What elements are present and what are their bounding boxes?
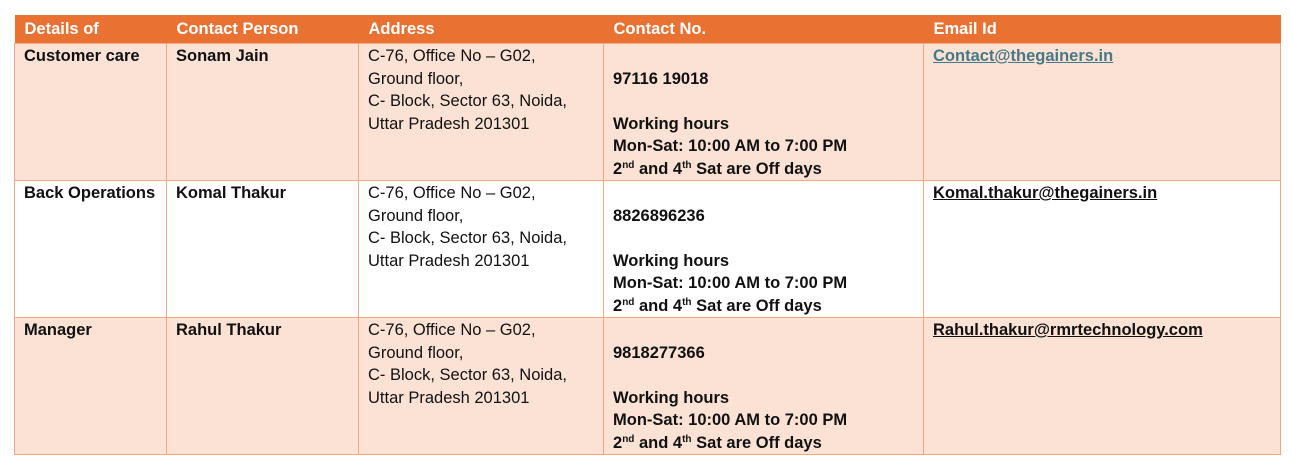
details-cell: Manager — [15, 318, 167, 455]
details-cell: Back Operations — [15, 181, 167, 318]
address-line: C-76, Office No – G02, — [368, 321, 536, 339]
working-hours-title: Working hours — [613, 251, 730, 270]
address-line: Uttar Pradesh 201301 — [368, 388, 530, 407]
table-row — [15, 318, 1281, 455]
header-contact-no: Contact No. — [604, 15, 924, 44]
table-row — [15, 181, 1281, 318]
address-line: C- Block, Sector 63, Noida, — [368, 229, 567, 247]
header-details-of: Details of — [15, 15, 167, 44]
working-hours-days: Mon-Sat: 10:00 AM to 7:00 PM — [613, 411, 848, 429]
address-line: Uttar Pradesh 201301 — [368, 114, 530, 133]
header-email-id: Email Id — [924, 15, 1281, 44]
address-line: C- Block, Sector 63, Noida, — [368, 92, 567, 110]
contact-no-cell — [604, 181, 924, 318]
address-line: Ground floor, — [368, 343, 464, 362]
off-days: 2nd and 4th Sat are Off days — [613, 433, 822, 452]
header-contact-person: Contact Person — [167, 15, 359, 44]
phone-number: 8826896236 — [613, 206, 705, 225]
off-days: 2nd and 4th Sat are Off days — [613, 159, 822, 178]
working-hours-days: Mon-Sat: 10:00 AM to 7:00 PM — [613, 274, 848, 292]
address-line: C-76, Office No – G02, — [368, 47, 536, 65]
phone-number: 97116 19018 — [613, 69, 709, 88]
table-row — [15, 44, 1281, 181]
contact-no-cell — [604, 318, 924, 455]
address-line: Uttar Pradesh 201301 — [368, 251, 530, 270]
email-link[interactable]: Rahul.thakur@rmrtechnology.com — [933, 321, 1203, 339]
working-hours-days: Mon-Sat: 10:00 AM to 7:00 PM — [613, 137, 848, 155]
working-hours-title: Working hours — [613, 388, 730, 407]
address-line: Ground floor, — [368, 69, 464, 88]
header-address: Address — [359, 15, 604, 44]
off-days: 2nd and 4th Sat are Off days — [613, 296, 822, 315]
address-cell — [359, 318, 604, 455]
phone-number: 9818277366 — [613, 343, 705, 362]
email-link[interactable]: Komal.thakur@thegainers.in — [933, 184, 1158, 202]
details-cell: Customer care — [15, 44, 167, 181]
email-cell — [924, 181, 1281, 318]
email-cell — [924, 318, 1281, 455]
contacts-table — [14, 15, 1281, 455]
address-line: C- Block, Sector 63, Noida, — [368, 366, 567, 384]
address-cell — [359, 181, 604, 318]
email-link[interactable]: Contact@thegainers.in — [933, 47, 1114, 65]
address-cell — [359, 44, 604, 181]
person-cell: Sonam Jain — [167, 44, 359, 181]
working-hours-title: Working hours — [613, 114, 730, 133]
header-row — [15, 15, 1281, 44]
contact-no-cell — [604, 44, 924, 181]
email-cell — [924, 44, 1281, 181]
address-line: Ground floor, — [368, 206, 464, 225]
address-line: C-76, Office No – G02, — [368, 184, 536, 202]
person-cell: Komal Thakur — [167, 181, 359, 318]
person-cell: Rahul Thakur — [167, 318, 359, 455]
